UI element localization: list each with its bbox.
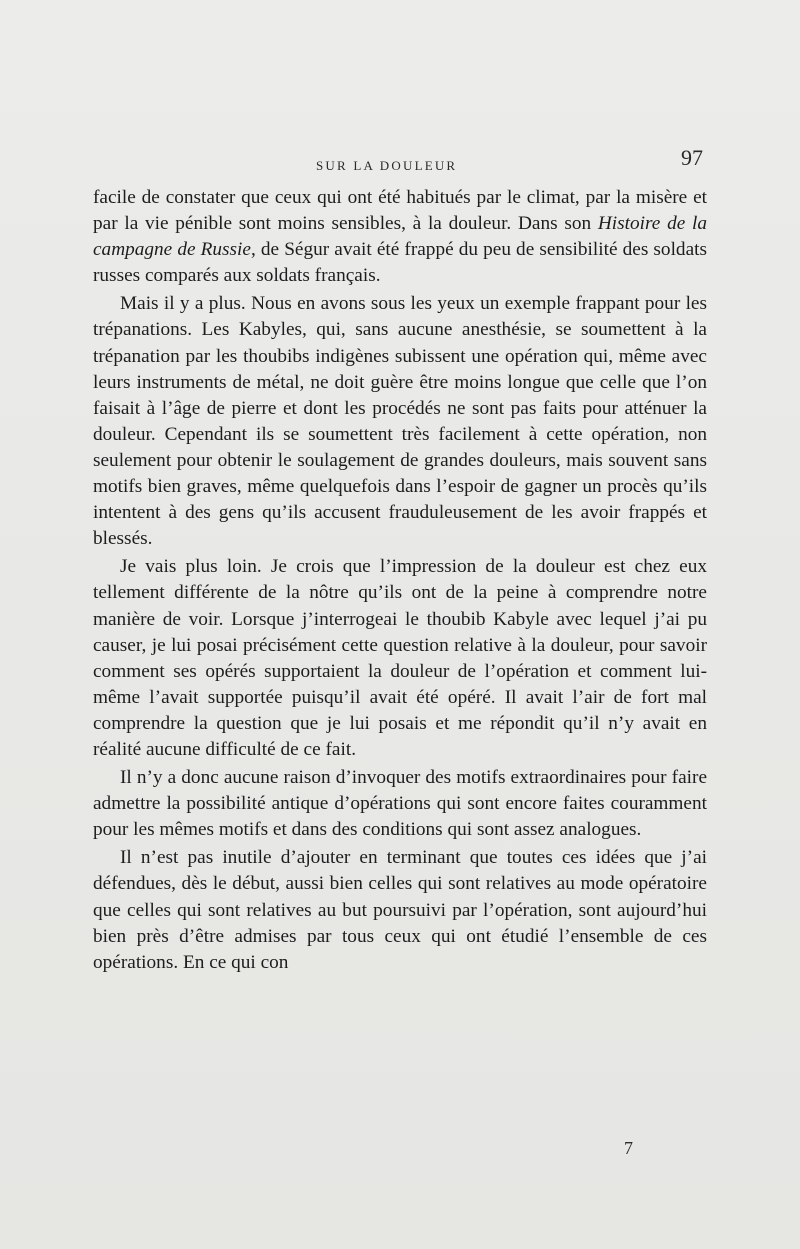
paragraph-5: Il n’est pas inutile d’ajouter en terminant que toutes ces idées que j’ai défendues, dès le début, aussi bien celles qui sont relatives au mode opératoire que celles qui sont relatives au but poursuivi par l’opération, sont aujourd’hui bien près d’être admises par tous ceux qui ont étudié l’ensemble de ces opérations. En ce qui con [93, 847, 707, 973]
paragraph-3: Je vais plus loin. Je crois que l’impression de la douleur est chez eux tellement différente de la nôtre qu’ils ont de la peine à comprendre notre manière de voir. Lorsque j’interrogeai le thoubib Kabyle avec lequel j’ai pu causer, je lui posai précisément cette question relative à la douleur, pour savoir comment ses opérés supportaient la douleur de l’opération et comment lui-même l’avait supportée puisqu’il avait été opéré. Il avait l’air de fort mal comprendre la question que je lui posais et me répondit qu’il n’y avait en réalité aucune difficulté de ce fait. [93, 556, 707, 760]
paragraph-1-after: , de Ségur avait été frappé du peu de sensibilité des soldats russes comparés aux soldats français. [93, 239, 707, 287]
signature-mark: 7 [624, 1138, 633, 1158]
paragraph-1 [93, 185, 707, 289]
paragraph-1-before: facile de constater que ceux qui ont été habitués par le climat, par la misère et par la vie pénible sont moins sensibles, à la douleur. Dans son [93, 187, 707, 235]
paragraph-2: Mais il y a plus. Nous en avons sous les yeux un exemple frappant pour les trépanations. Les Kabyles, qui, sans aucune anesthésie, se soumettent à la trépanation par les thoubibs indigènes subissent une opération qui, même avec leurs instruments de métal, ne doit guère être moins longue que celle que l’on faisait à l’âge de pierre et dont les procédés ne sont pas faits pour atténuer la douleur. Cependant ils se soumettent très facilement à cette opération, non seulement pour obtenir le soulagement de grandes douleurs, mais souvent sans motifs bien graves, même quelquefois dans l’espoir de gagner un procès qu’ils intentent à des gens qu’ils accusent frauduleusement de les avoir frappés et blessés. [93, 293, 707, 550]
running-title: SUR LA DOULEUR [316, 158, 458, 173]
book-title: Histoire de la campagne de Russie [93, 213, 707, 261]
paragraph-4: Il n’y a donc aucune raison d’invoquer des motifs extraordinaires pour faire admettre la possibilité antique d’opérations qui sont encore faites couramment pour les mêmes motifs et dans des conditions qui sont assez analogues. [93, 767, 707, 841]
page-number: 97 [681, 145, 703, 170]
body-text [93, 185, 707, 976]
